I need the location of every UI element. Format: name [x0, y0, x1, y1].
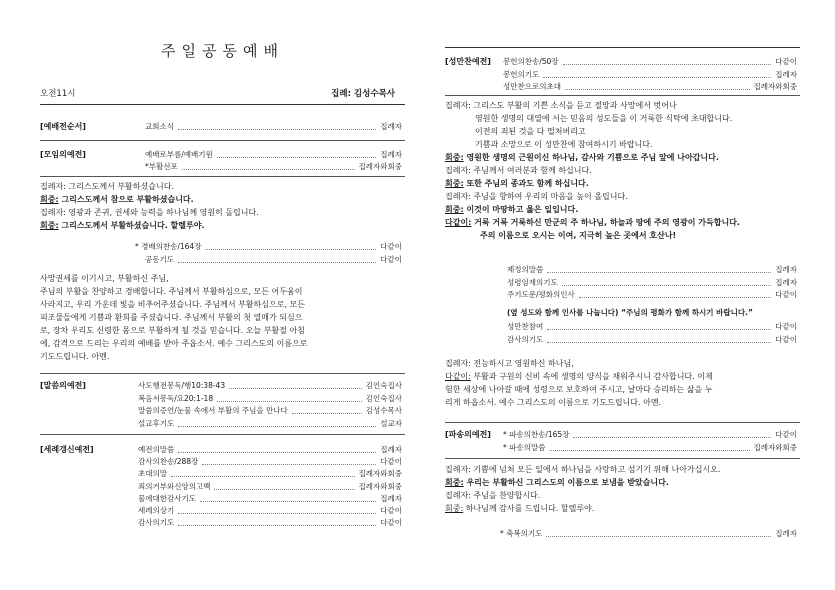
text-line: 다같이: 부활과 구원의 신비 속에 생명의 양식을 채워주시니 감사합니다. 이제: [445, 372, 713, 381]
text-line: 기쁨과 소망으로 이 성만찬에 참여하시기 바랍니다.: [475, 140, 653, 149]
order-row: [507, 277, 797, 289]
proclamation-text: [40, 180, 405, 232]
leader-dots: [182, 169, 355, 170]
order-responsible: 집례자: [380, 150, 402, 159]
order-responsible: 다같이: [775, 334, 797, 344]
section-word: [말씀의예전]: [40, 381, 86, 390]
text-line: 집례자: 그리스도께서 부활하셨습니다.: [40, 182, 174, 191]
order-responsible: 다같이: [380, 518, 402, 528]
order-row: [135, 241, 402, 253]
divider: [40, 434, 405, 435]
leader-dots: [178, 513, 376, 514]
text-line: 회중: 하나님께 감사를 드립니다. 할렐루야.: [445, 504, 595, 513]
text-line: 주님의 부활을 찬양하고 경배합니다. 주님께서 부활하심으로, 모든 어두움이: [40, 287, 303, 296]
order-responsible: 다같이: [380, 255, 402, 264]
leader-dots: [579, 297, 772, 298]
text-line: 집례자: 전능하시고 영원하신 하나님,: [445, 359, 574, 368]
text-line: 집례자: 주님을 향하여 우리의 마음을 높이 올립니다.: [445, 192, 628, 201]
text-line: 로, 장차 우리도 신령한 몸으로 부활하게 될 것을 믿습니다. 오늘 부활절 아침: [40, 326, 305, 335]
leader-dots: [547, 342, 771, 343]
order-row: [507, 264, 797, 276]
order-responsible: 집례자와회중: [753, 82, 797, 91]
leader-dots: [217, 157, 377, 158]
divider: [445, 95, 800, 96]
order-responsible: 집례자: [380, 122, 402, 131]
leader-dots: [217, 401, 362, 402]
order-responsible: 집례자와회중: [358, 481, 402, 491]
order-label: 초대의말: [138, 469, 167, 479]
order-label: 설교후기도: [138, 418, 175, 428]
text-line: 회중: 이것이 마땅하고 옳은 일입니다.: [445, 205, 579, 214]
order-responsible: 다같이: [775, 430, 797, 439]
order-responsible: 집례자: [775, 529, 797, 538]
text-line: 이전의 죄된 것을 다 떨쳐버리고: [475, 127, 586, 136]
sending-text: [445, 463, 800, 515]
divider: [445, 458, 800, 459]
order-label: 감사의기도: [138, 518, 175, 528]
order-label: 교회소식: [145, 122, 174, 131]
order-row: [145, 254, 402, 266]
order-row: [503, 81, 797, 93]
divider: [445, 422, 800, 423]
order-row: [138, 456, 402, 468]
order-label: 세례의상기: [138, 506, 175, 515]
order-row: [138, 468, 402, 480]
invitation-text: [445, 99, 800, 242]
text-line: 집례자: 주님께서 여러분과 함께 하십니다.: [445, 166, 592, 175]
leader-dots: [549, 450, 749, 451]
text-line: 피조물들에게 기쁨과 환희를 주셨습니다. 주님께서 부활의 첫 열매가 되심으: [40, 313, 303, 322]
order-responsible: 집례자: [380, 493, 402, 503]
order-responsible: 집례자: [775, 277, 797, 287]
order-responsible: 김성수목사: [365, 406, 402, 415]
order-row: [503, 442, 797, 454]
order-row: [507, 289, 797, 301]
order-row: [503, 69, 797, 81]
order-row: [507, 321, 797, 333]
leader-dots: [178, 525, 376, 526]
order-row: [138, 444, 402, 456]
order-responsible: 집례자와회중: [358, 469, 402, 479]
text-line: 기도드립니다. 아멘.: [40, 352, 110, 361]
order-responsible: 김인숙집사: [365, 393, 402, 403]
order-label: 성만찬으로의초대: [503, 82, 561, 91]
leader-dots: [214, 489, 354, 490]
leader-dots: [178, 426, 376, 427]
text-line: 사망권세를 이기시고, 부활하신 주님,: [40, 274, 169, 283]
section-baptism: [세례갱신예전]: [40, 445, 94, 454]
text-line: 험한 세상에 나아갈 때에 성령으로 보호하여 주시고, 날마다 승리하는 삶을 누: [445, 385, 713, 394]
order-responsible: 집례자와회중: [358, 162, 402, 171]
order-label: 복음서봉독/요20:1-18: [138, 393, 214, 403]
order-responsible: 집례자: [380, 445, 402, 454]
order-row: [138, 505, 402, 517]
order-responsible: 다같이: [775, 322, 797, 331]
order-row: [145, 161, 402, 173]
order-responsible: 다같이: [775, 290, 797, 299]
order-label: *부활선포: [145, 162, 178, 171]
text-line: 회중: 그리스도께서 부활하셨습니다. 할렐루야.: [40, 221, 205, 230]
order-label: 공동기도: [145, 255, 174, 264]
order-label: 예배로부름/예배기원: [145, 150, 213, 159]
order-label: 주기도문/평화의인사: [507, 290, 575, 299]
order-row: [138, 481, 402, 493]
order-responsible: 집례자: [775, 265, 797, 274]
leader-dots: [292, 413, 362, 414]
text-line: 집례자: 기쁨에 넘쳐 모든 일에서 하나님을 사랑하고 섬기기 위해 나아가십시오.: [445, 465, 721, 474]
opening-prayer: [40, 272, 405, 363]
text-line: 회중: 그리스도께서 참으로 부활하셨습니다.: [40, 195, 194, 204]
order-responsible: 집례자와회중: [753, 442, 797, 452]
thanksgiving-text: [445, 357, 800, 409]
text-line: 영원한 생명의 대열에 서는 믿음의 성도들을 이 거룩한 식탁에 초대합니다.: [475, 114, 733, 123]
leader-dots: [546, 536, 771, 537]
order-label: 말씀의증언/눈물 속에서 부활의 주님을 만나다: [138, 406, 288, 415]
text-line: 집례자: 영광과 존귀, 권세와 능력을 하나님께 영원히 돌립니다.: [40, 208, 259, 217]
order-responsible: 다같이: [380, 506, 402, 515]
order-label: * 경배의찬송/164장: [135, 242, 202, 251]
leader-dots: [202, 464, 376, 465]
divider: [40, 373, 405, 374]
text-line: 집례자: 주님을 찬양합시다.: [445, 491, 541, 500]
section-sending: [파송의예전]: [445, 430, 491, 439]
page-title: 주일공동예배: [161, 42, 284, 60]
leader-dots: [543, 77, 771, 78]
leader-dots: [178, 129, 376, 130]
order-responsible: 다같이: [380, 457, 402, 467]
leader-dots: [562, 285, 772, 286]
leader-dots: [547, 272, 771, 273]
order-row: [507, 334, 797, 346]
order-label: * 파송의찬송/165장: [503, 430, 570, 439]
leader-dots: [171, 476, 355, 477]
leader-dots: [205, 249, 376, 250]
order-responsible: 설교자: [380, 418, 402, 428]
order-row: [500, 528, 797, 540]
order-label: * 파송의말씀: [503, 442, 546, 452]
leader-dots: [178, 262, 376, 263]
order-responsible: 다같이: [380, 242, 402, 251]
leader-dots: [563, 64, 772, 65]
order-label: 제정의말씀: [507, 265, 544, 274]
order-row: [138, 418, 402, 430]
order-row: [138, 517, 402, 529]
leader-dots: [200, 501, 376, 502]
text-line: 집례자: 그리스도 부활의 기쁜 소식을 듣고 절망과 사망에서 벗어나: [445, 101, 677, 110]
order-label: 감사의찬송/288장: [138, 457, 199, 467]
order-responsible: 집례자: [775, 69, 797, 79]
order-label: 봉헌의찬송/50장: [503, 57, 559, 66]
divider: [40, 176, 405, 177]
text-line: 주의 이름으로 오시는 이여, 지극히 높은 곳에서 호산나!: [480, 231, 677, 240]
text-line: 리게 하옵소서. 예수 그리스도의 이름으로 기도드립니다. 아멘.: [445, 398, 662, 407]
order-row: [138, 405, 402, 417]
leader-dots: [573, 437, 771, 438]
order-label: * 축복의기도: [500, 529, 543, 538]
order-row: [138, 393, 402, 405]
order-responsible: 김인숙집사: [365, 381, 402, 390]
order-row: [138, 493, 402, 505]
order-label: 감사의기도: [507, 334, 544, 344]
leader-dots: [547, 329, 771, 330]
presider: 집례: 김성수목사: [331, 89, 395, 99]
order-label: 죄의거부와신앙의고백: [138, 481, 211, 491]
order-label: 예전의말씀: [138, 445, 175, 454]
order-label: 사도행전봉독/행10:38-43: [138, 381, 226, 390]
divider: [40, 104, 405, 105]
section-supper: [성만찬예전]: [445, 57, 491, 66]
order-row: [145, 121, 402, 133]
leader-dots: [565, 89, 750, 90]
order-responsible: 다같이: [775, 57, 797, 66]
order-label: 성령임재의기도: [507, 277, 558, 287]
order-row: [503, 429, 797, 441]
leader-dots: [178, 452, 376, 453]
text-line: 회중: 우리는 부활하신 그리스도의 이름으로 보냄을 받았습니다.: [445, 478, 669, 487]
service-time: 오전11시: [40, 89, 76, 99]
divider: [40, 140, 405, 141]
section-gathering: [모임의예전]: [40, 150, 86, 159]
order-row: [138, 380, 402, 392]
order-label: 성만찬참여: [507, 322, 544, 331]
order-label: 물에대한감사기도: [138, 493, 196, 503]
peace-note: (옆 성도와 함께 인사를 나눕니다) “주님의 평화가 함께 하시기 바랍니다.”: [507, 308, 753, 317]
text-line: 회중: 영원한 생명의 근원이신 하나님, 감사와 기쁨으로 주님 앞에 나아갑니다.: [445, 153, 719, 162]
order-row: [145, 149, 402, 161]
text-line: 다같이: 거룩 거룩 거룩하신 만군의 주 하나님, 하늘과 땅에 주의 영광이 가득합니다.: [445, 218, 740, 227]
divider: [445, 47, 800, 48]
text-line: 회중: 또한 주님의 종과도 함께 하십니다.: [445, 179, 589, 188]
text-line: 에, 감격으로 드리는 우리의 예배를 받아 주옵소서. 예수 그리스도의 이름으로: [40, 339, 308, 348]
leader-dots: [229, 388, 362, 389]
order-row: [503, 56, 797, 68]
section-pre-worship: [예배전순서]: [40, 122, 86, 131]
order-label: 봉헌의기도: [503, 69, 540, 79]
text-line: 사라지고, 우리 가운데 빛을 비추어주셨습니다. 주님께서 부활하심으로, 모든: [40, 300, 305, 309]
